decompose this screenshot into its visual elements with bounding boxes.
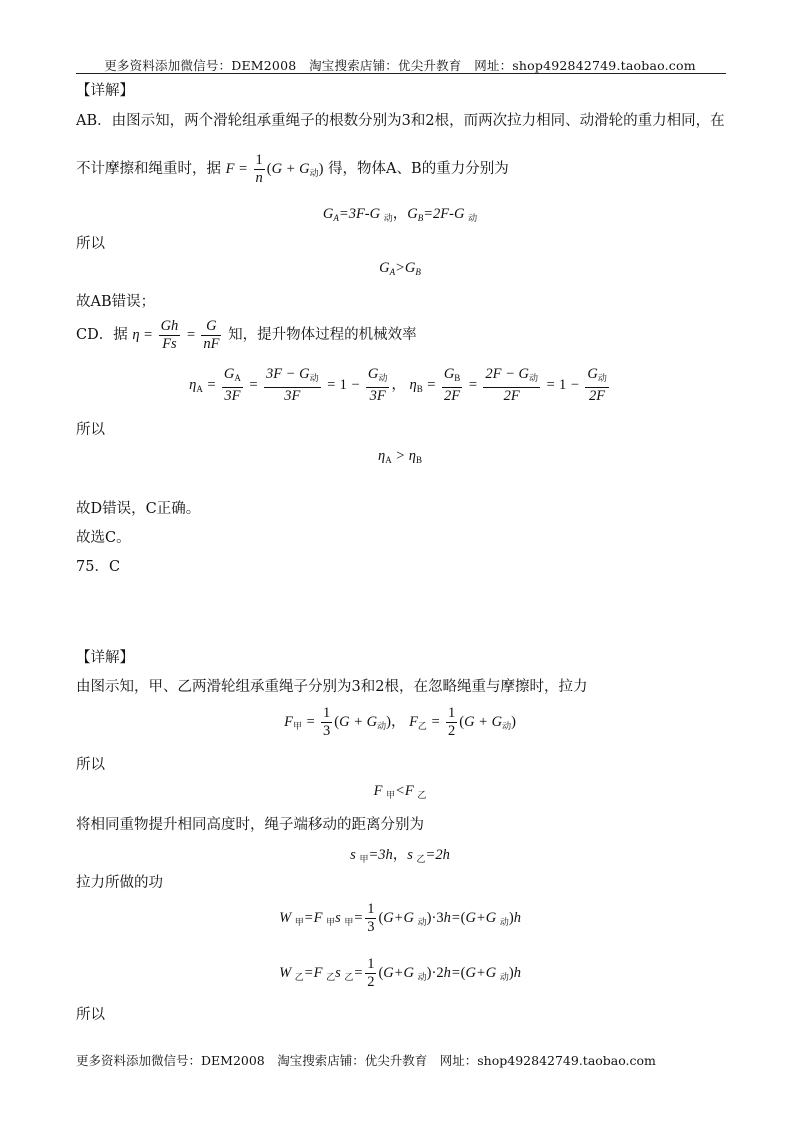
equation-weights: $G_A=3F-G$ $_动$，$G_B=2F-G$ $_动$	[322, 206, 478, 223]
paragraph-work: 拉力所做的功	[76, 875, 163, 891]
text-ab-wrong: 故AB错误；	[76, 294, 156, 310]
section-heading: 【详解】	[76, 650, 134, 666]
page-footer: 更多资料添加微信号：DEM2008 淘宝搜索店铺：优尖升教育 网址：shop492842749.taobao.com	[76, 1053, 656, 1068]
page-header: 更多资料添加微信号：DEM2008 淘宝搜索店铺：优尖升教育 网址：shop492842749.taobao.com	[104, 58, 696, 73]
equation-distances: s $_甲$=3h，s $_乙$=2h	[350, 847, 450, 864]
text-cd-post: 知，提升物体过程的机械效率	[228, 326, 417, 343]
paragraph-distance: 将相同重物提升相同高度时，绳子端移动的距离分别为	[76, 817, 424, 833]
equation-force-compare: F $_甲$<F $_乙$	[373, 783, 427, 800]
equation-efficiencies: $\eta_A$ = $\frac{G_A}{3F}$ = $\frac{3F - G_动}{3F}$ = 1 − $\frac{G_动}{3F}$ ， $\eta_B$ = $\frac{G_B}{2F}$ = $\frac{2F - G_动}{2F}$ = 1 − $\frac{G_动}{2F}$	[189, 366, 607, 404]
formula-force: F = $\frac{1}{n}$ $(G + G_动)$	[225, 152, 324, 186]
equation-weight-compare: $G_A>G_B$	[379, 260, 421, 277]
equation-work-yi: W $_乙$=F $_乙$s $_乙$= $\frac{1}{2}$ (G+G $_动$)·2h=(G+G $_动$)h	[279, 956, 521, 990]
question-75-answer: 75．C	[76, 559, 121, 575]
text-d-wrong: 故D错误，C正确。	[76, 501, 201, 517]
equation-work-jia: W $_甲$=F $_甲$s $_甲$= $\frac{1}{3}$ (G+G $_动$)·3h=(G+G $_动$)h	[279, 901, 521, 935]
paragraph-formula-ref	[76, 152, 509, 187]
paragraph-cd	[76, 318, 417, 353]
formula-efficiency-def: η = $\frac{Gh}{Fs}$ = $\frac{G}{nF}$	[132, 318, 220, 352]
paragraph-pulleys: 由图示知，甲、乙两滑轮组承重绳子分别为3和2根，在忽略绳重与摩擦时，拉力	[76, 679, 588, 695]
text-suoyi: 所以	[76, 1007, 105, 1023]
header-divider	[76, 73, 726, 74]
section-heading: 【详解】	[76, 83, 134, 99]
text-choose: 故选C。	[76, 530, 131, 546]
text-suoyi: 所以	[76, 422, 105, 438]
paragraph-ab: AB．由图示知，两个滑轮组承重绳子的根数分别为3和2根，而两次拉力相同、动滑轮的重力相同，在	[76, 113, 725, 129]
text-before-formula: 不计摩擦和绳重时，据	[76, 160, 221, 177]
text-after-formula: 得，物体A、B的重力分别为	[328, 160, 509, 177]
equation-eta-compare: $\eta_A > \eta_B$	[378, 448, 422, 465]
text-cd-pre: CD．据	[76, 326, 128, 343]
text-suoyi: 所以	[76, 236, 105, 252]
equation-forces: $F_甲$ = $\frac{1}{3}$ $(G + G_动)$， $F_乙$ = $\frac{1}{2}$ $(G + G_动)$	[284, 705, 516, 739]
text-suoyi: 所以	[76, 757, 105, 773]
